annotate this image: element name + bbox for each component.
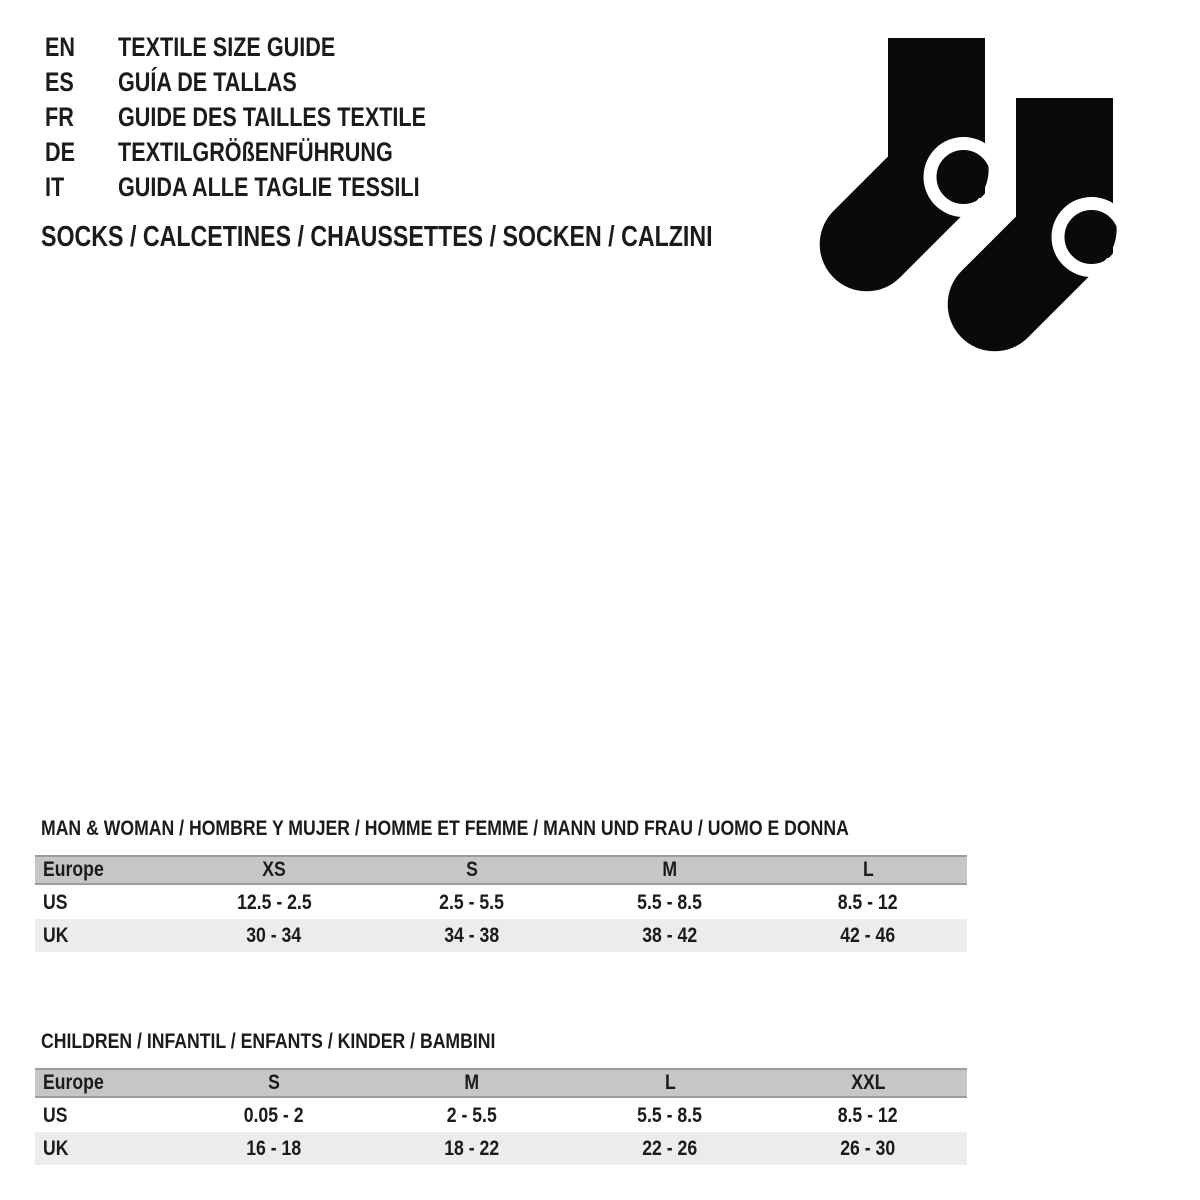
language-row-fr: [45, 100, 745, 135]
category-title: SOCKS / CALCETINES / CHAUSSETTES / SOCKEN / CALZINI: [41, 221, 713, 253]
row-label: UK: [43, 923, 69, 947]
language-label: TEXTILGRÖßENFÜHRUNG: [118, 137, 393, 167]
row-label: US: [43, 891, 68, 914]
table-row-uk: [35, 1132, 967, 1165]
language-label: GUIDA ALLE TAGLIE TESSILI: [118, 172, 420, 202]
table-title-adults: MAN & WOMAN / HOMBRE Y MUJER / HOMME ET FEMME / MANN UND FRAU / UOMO E DONNA: [41, 817, 849, 840]
column-header-s: S: [268, 1071, 280, 1094]
column-header-l: L: [664, 1071, 676, 1094]
table-row-us: [35, 887, 967, 919]
table-row-uk: [35, 919, 967, 952]
size-value: 22 - 26: [642, 1136, 698, 1160]
column-header-m: M: [464, 1071, 480, 1094]
size-value: 2.5 - 5.5: [439, 891, 505, 914]
size-table-children: [35, 1031, 967, 1171]
size-value: 34 - 38: [444, 923, 500, 947]
size-value: 5.5 - 8.5: [637, 891, 703, 914]
size-value: 26 - 30: [840, 1136, 896, 1160]
table-header-row: [35, 1068, 967, 1098]
language-row-de: [45, 135, 745, 170]
size-value: 0.05 - 2: [244, 1104, 304, 1127]
socks-icon: [790, 25, 1120, 355]
column-header-europe: Europe: [43, 1071, 104, 1094]
language-code: FR: [45, 102, 74, 132]
language-label: TEXTILE SIZE GUIDE: [118, 32, 336, 62]
language-code: EN: [45, 32, 76, 62]
size-table-adults: [35, 818, 967, 958]
language-row-en: [45, 30, 745, 65]
size-value: 30 - 34: [246, 923, 302, 947]
table-header-row: [35, 855, 967, 885]
language-row-es: [45, 65, 745, 100]
column-header-xxl: XXL: [850, 1071, 886, 1094]
row-label: UK: [43, 1136, 69, 1160]
language-label: GUÍA DE TALLAS: [118, 67, 297, 97]
size-value: 38 - 42: [642, 923, 698, 947]
column-header-m: M: [662, 858, 678, 881]
column-header-l: L: [862, 858, 874, 881]
size-value: 16 - 18: [246, 1136, 302, 1160]
size-value: 18 - 22: [444, 1136, 500, 1160]
table-row-us: [35, 1100, 967, 1132]
table-title-children: CHILDREN / INFANTIL / ENFANTS / KINDER / BAMBINI: [41, 1030, 496, 1053]
column-header-xs: XS: [262, 858, 286, 881]
column-header-s: S: [466, 858, 478, 881]
language-code: DE: [45, 137, 76, 167]
language-code: IT: [45, 172, 65, 202]
column-header-europe: Europe: [43, 858, 104, 881]
language-label: GUIDE DES TAILLES TEXTILE: [118, 102, 427, 132]
language-code: ES: [45, 67, 74, 97]
language-row-it: [45, 170, 745, 205]
size-value: 8.5 - 12: [838, 891, 898, 914]
size-value: 5.5 - 8.5: [637, 1104, 703, 1127]
size-value: 8.5 - 12: [838, 1104, 898, 1127]
size-value: 42 - 46: [840, 923, 896, 947]
size-value: 12.5 - 2.5: [236, 891, 312, 914]
row-label: US: [43, 1104, 68, 1127]
size-value: 2 - 5.5: [446, 1104, 498, 1127]
language-list: [45, 30, 745, 205]
